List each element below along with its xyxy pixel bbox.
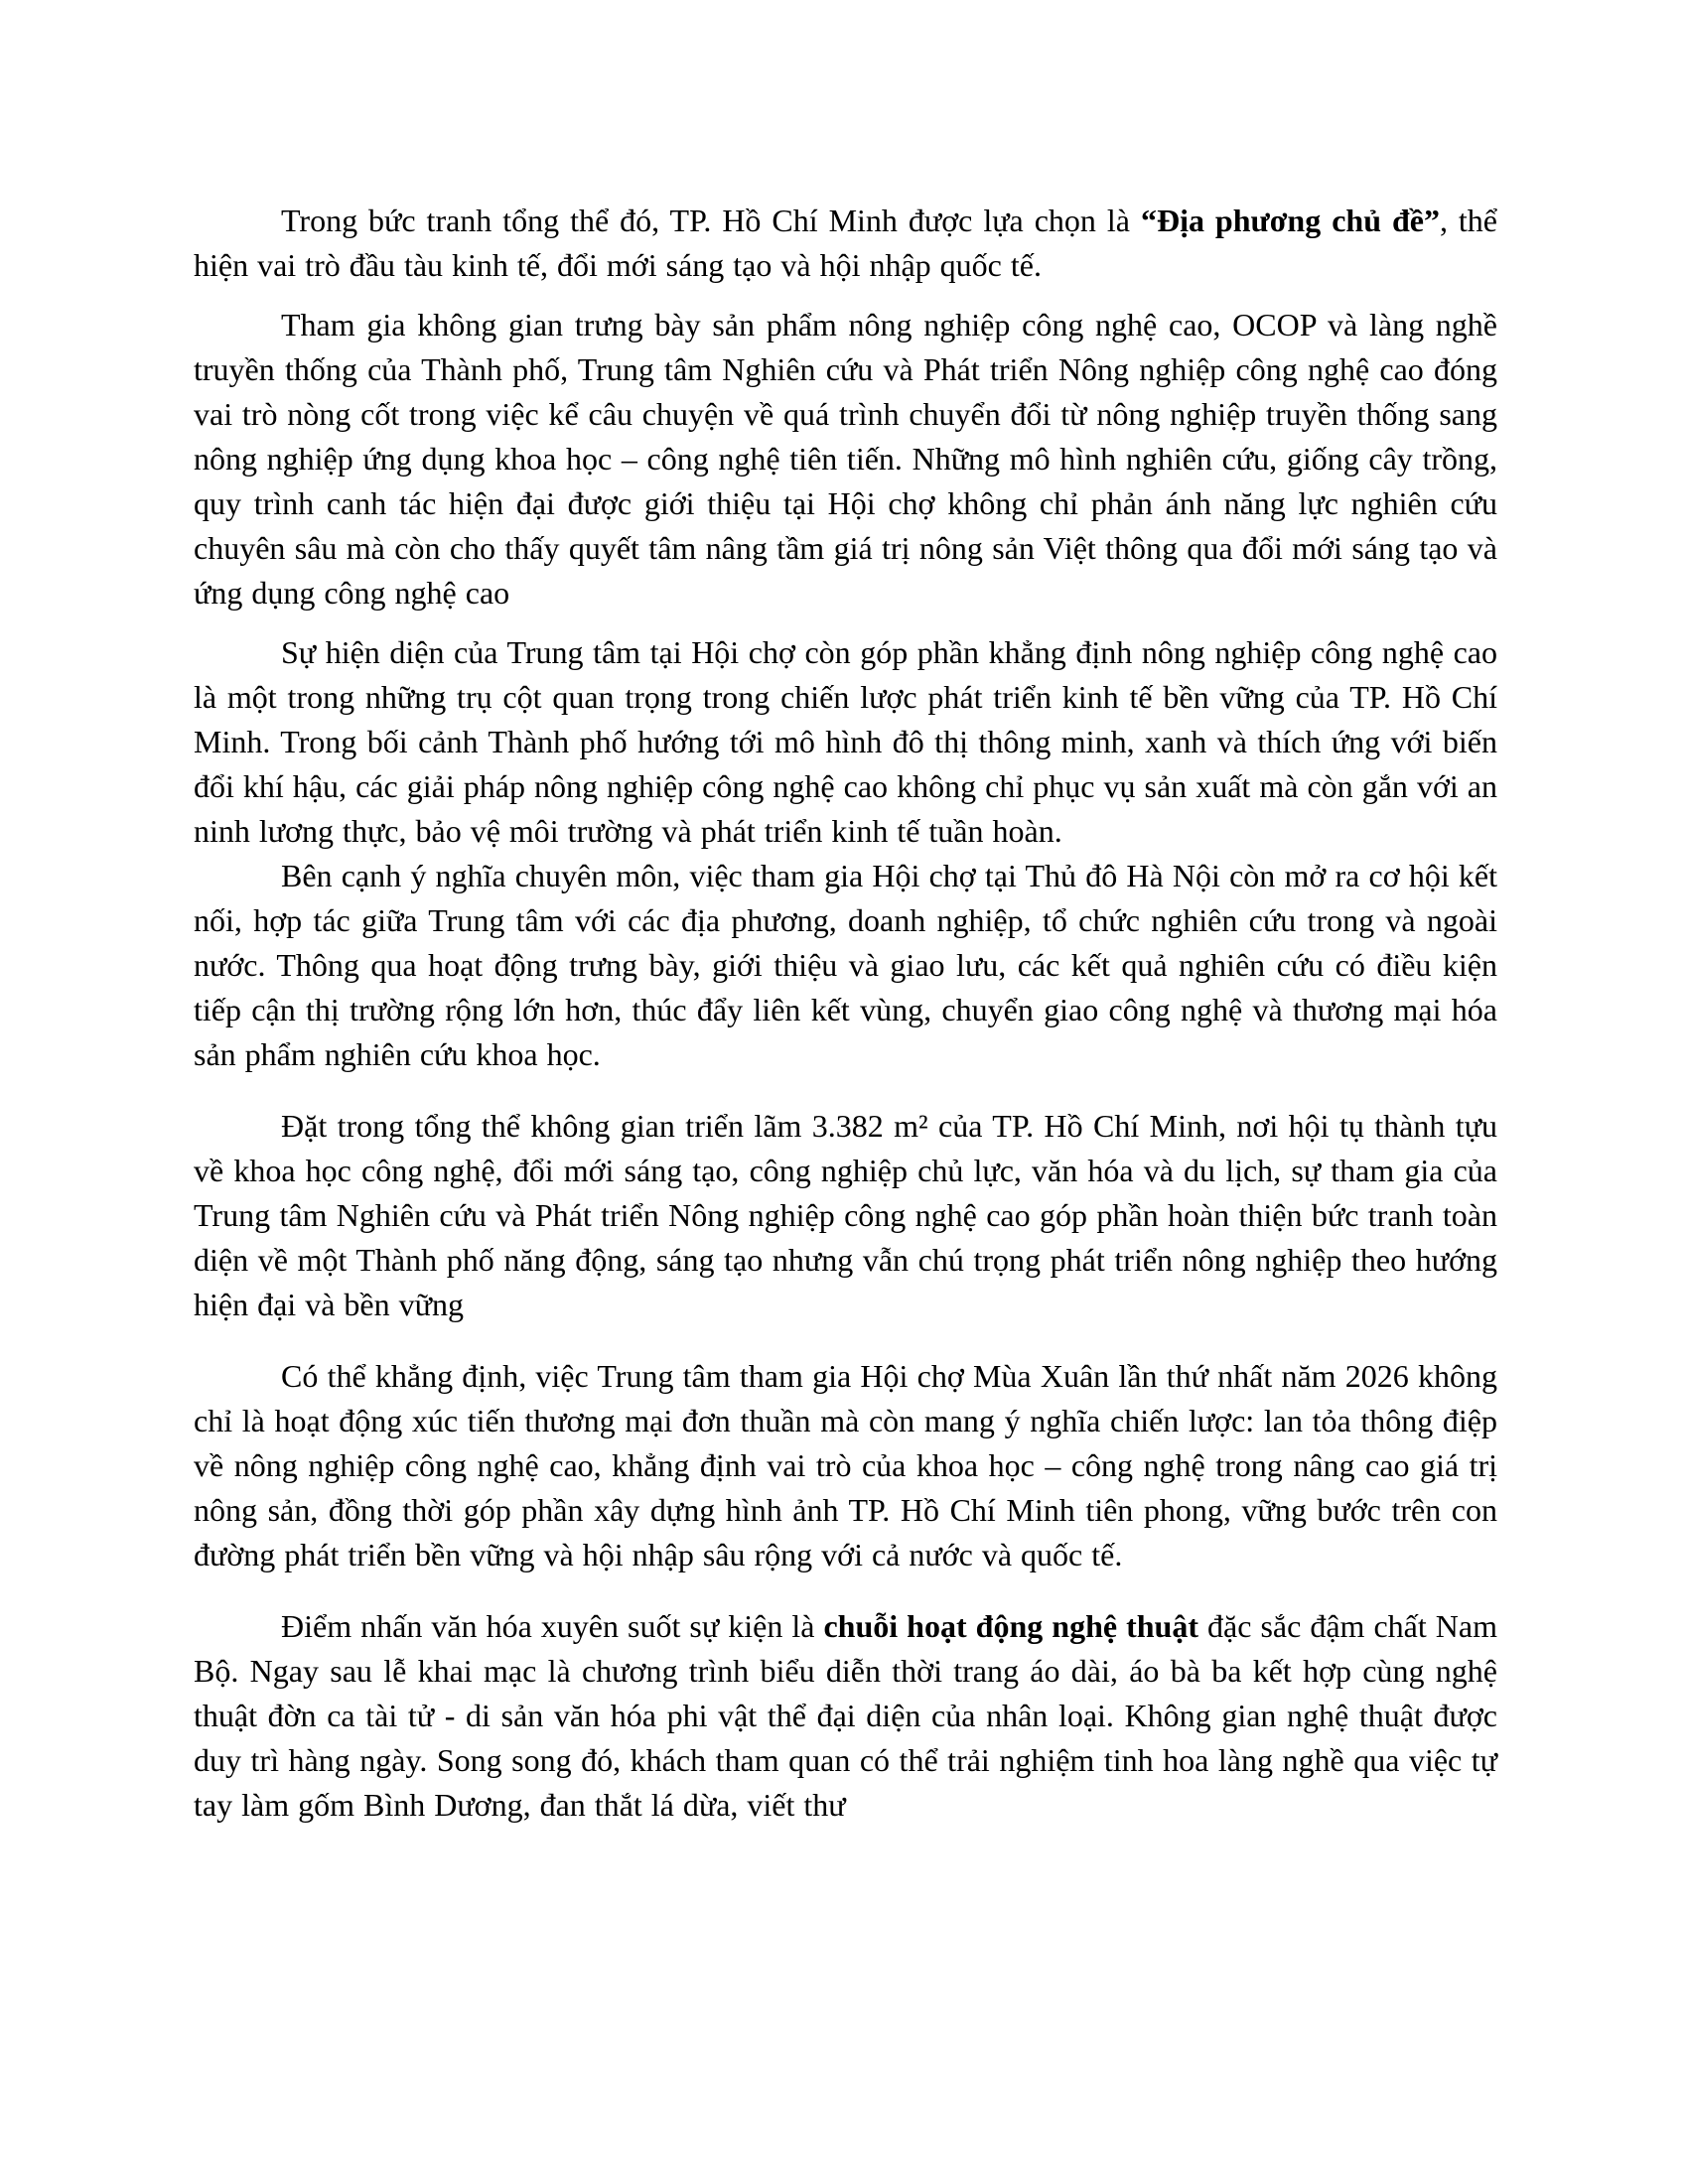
paragraph-7 [194, 1604, 1497, 1828]
paragraph-5-text: Đặt trong tổng thể không gian triển lãm 3.382 m² của TP. Hồ Chí Minh, nơi hội tụ thành tựu về khoa học công nghệ, đổi mới sáng tạo, công nghiệp chủ lực, văn hóa và du lịch, sự tham gia của Trung tâm Nghiên cứu và Phát triển Nông nghiệp công nghệ cao góp phần hoàn thiện bức tranh toàn diện về một Thành phố năng động, sáng tạo nhưng vẫn chú trọng phát triển nông nghiệp theo hướng hiện đại và bền vững [194, 1108, 1497, 1322]
paragraph-5 [194, 1104, 1497, 1327]
paragraph-4 [194, 854, 1497, 1077]
paragraph-6-text: Có thể khẳng định, việc Trung tâm tham gia Hội chợ Mùa Xuân lần thứ nhất năm 2026 không chỉ là hoạt động xúc tiến thương mại đơn thuần mà còn mang ý nghĩa chiến lược: lan tỏa thông điệp về nông nghiệp công nghệ cao, khẳng định vai trò của khoa học – công nghệ trong nâng cao giá trị nông sản, đồng thời góp phần xây dựng hình ảnh TP. Hồ Chí Minh tiên phong, vững bước trên con đường phát triển bền vững và hội nhập sâu rộng với cả nước và quốc tế. [194, 1358, 1497, 1572]
paragraph-1-bold-phrase: “Địa phương chủ đề” [1140, 203, 1440, 238]
paragraph-7-text-cont: đặc sắc đậm chất Nam Bộ. Ngay sau lễ khai mạc là chương trình biểu diễn thời trang áo dài, áo bà ba kết hợp cùng nghệ thuật đờn ca tài tử - di sản văn hóa phi vật thể đại diện của nhân loại. Không gian nghệ thuật được duy trì hàng ngày. Song song đó, khách tham quan có thể trải nghiệm tinh hoa làng nghề qua việc tự tay làm gốm Bình Dương, đan thắt lá dừa, viết thư [194, 1608, 1498, 1823]
paragraph-1-text: Trong bức tranh tổng thể đó, TP. Hồ Chí Minh được lựa chọn là [281, 203, 1141, 238]
paragraph-7-bold-phrase: chuỗi hoạt động nghệ thuật [823, 1608, 1199, 1644]
paragraph-6 [194, 1354, 1497, 1577]
paragraph-4-text: Bên cạnh ý nghĩa chuyên môn, việc tham gia Hội chợ tại Thủ đô Hà Nội còn mở ra cơ hội kết nối, hợp tác giữa Trung tâm với các địa phương, doanh nghiệp, tổ chức nghiên cứu trong và ngoài nước. Thông qua hoạt động trưng bày, giới thiệu và giao lưu, các kết quả nghiên cứu có điều kiện tiếp cận thị trường rộng lớn hơn, thúc đẩy liên kết vùng, chuyển giao công nghệ và thương mại hóa sản phẩm nghiên cứu khoa học. [194, 858, 1497, 1072]
paragraph-2-text: Tham gia không gian trưng bày sản phẩm nông nghiệp công nghệ cao, OCOP và làng nghề truyền thống của Thành phố, Trung tâm Nghiên cứu và Phát triển Nông nghiệp công nghệ cao đóng vai trò nòng cốt trong việc kể câu chuyện về quá trình chuyển đổi từ nông nghiệp truyền thống sang nông nghiệp ứng dụng khoa học – công nghệ tiên tiến. Những mô hình nghiên cứu, giống cây trồng, quy trình canh tác hiện đại được giới thiệu tại Hội chợ không chỉ phản ánh năng lực nghiên cứu chuyên sâu mà còn cho thấy quyết tâm nâng tầm giá trị nông sản Việt thông qua đổi mới sáng tạo và ứng dụng công nghệ cao [194, 307, 1497, 611]
paragraph-3-text: Sự hiện diện của Trung tâm tại Hội chợ còn góp phần khẳng định nông nghiệp công nghệ cao là một trong những trụ cột quan trọng trong chiến lược phát triển kinh tế bền vững của TP. Hồ Chí Minh. Trong bối cảnh Thành phố hướng tới mô hình đô thị thông minh, xanh và thích ứng với biến đổi khí hậu, các giải pháp nông nghiệp công nghệ cao không chỉ phục vụ sản xuất mà còn gắn với an ninh lương thực, bảo vệ môi trường và phát triển kinh tế tuần hoàn. [194, 634, 1497, 849]
paragraph-2 [194, 303, 1497, 615]
paragraph-3 [194, 630, 1497, 854]
paragraph-1 [194, 199, 1497, 288]
paragraph-1-text-cont: , thể hiện vai trò đầu tàu kinh tế, đổi mới sáng tạo và hội nhập quốc tế. [194, 203, 1498, 283]
paragraph-7-text: Điểm nhấn văn hóa xuyên suốt sự kiện là [281, 1608, 824, 1644]
